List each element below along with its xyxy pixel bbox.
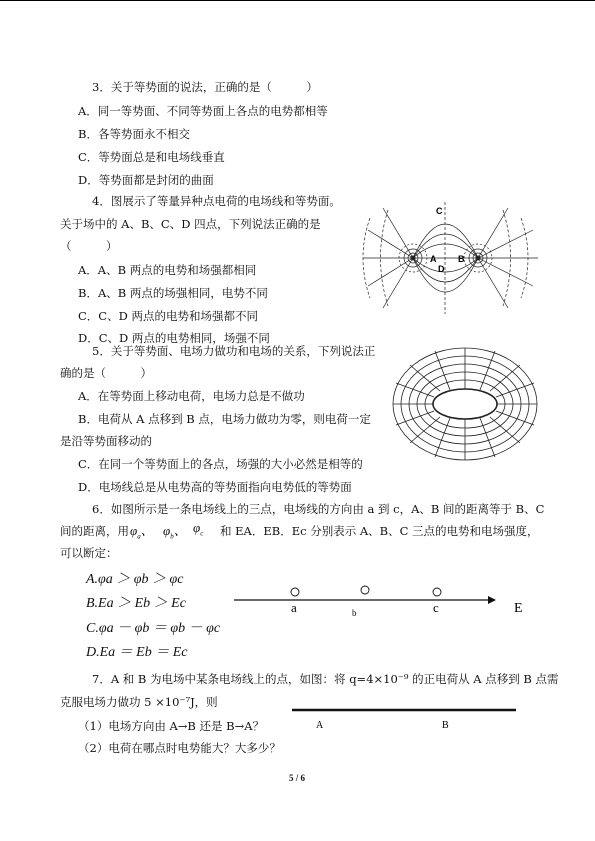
q3-option-b: B．各等势面永不相交	[78, 127, 190, 141]
q5-option-b-line2: 是沿等势面移动的	[60, 434, 152, 448]
point-c-circle	[433, 588, 441, 596]
fig-label-a: A	[430, 254, 437, 264]
q3-option-a: A．同一等势面、不同等势面上各点的电势都相等	[78, 104, 328, 118]
phi-a-char: φ	[130, 523, 138, 538]
q4-option-b: B．A、B 两点的场强相同，电势不同	[78, 286, 268, 300]
fig-label-b: B	[458, 254, 465, 264]
page-number: 5 / 6	[289, 773, 306, 783]
label-c: c	[433, 600, 439, 615]
q4-stem-line1: 4．图展示了等量异种点电荷的电场线和等势面。	[92, 194, 341, 208]
equipotential-grid-figure	[390, 345, 540, 463]
dipole-field-figure	[358, 200, 543, 318]
label-e: E	[514, 601, 523, 616]
fig-label-d: D	[438, 264, 445, 274]
label-point-a: A	[316, 720, 324, 731]
q6-option-c: C.φa － φb ＝ φb － φc	[86, 621, 221, 636]
q4-stem-line3: （ ）	[60, 239, 118, 253]
phi-b-subscript: b	[170, 532, 174, 541]
phi-b-char: φ	[163, 523, 171, 538]
label-a: a	[291, 600, 297, 615]
point-b-circle	[361, 586, 369, 594]
q5-stem-line1: 5．关于等势面、电场力做功和电场的关系，下列说法正	[92, 344, 376, 358]
q5-option-c: C．在同一个等势面上的各点，场强的大小必然是相等的	[78, 457, 363, 471]
q5-stem-line2: 确的是（ ）	[60, 366, 152, 380]
field-line-ab-figure	[290, 704, 520, 732]
q4-option-d: D．C、D 两点的电势相同，场强不同	[78, 331, 270, 345]
q5-option-d: D．电场线总是从电势高的等势面指向电势低的等势面	[78, 480, 352, 494]
phi-c-subscript: c	[200, 529, 204, 538]
label-point-b: B	[442, 720, 449, 731]
q6-stem-line2-end: 和 EA．EB．Ec 分别表示 A、B、C 三点的电势和电场强度，	[220, 524, 539, 538]
q7-stem-line1: 7．A 和 B 为电场中某条电场线上的点，如图：将 q=4×10⁻⁹ 的正电荷从 A 点移到 B 点需	[92, 672, 559, 686]
q4-stem-line2: 关于场中的 A、B、C、D 四点，下列说法正确的是	[60, 217, 321, 231]
q7-stem-line2: 克服电场力做功 5 ×10⁻⁷J，则	[60, 695, 218, 709]
q6-option-a: A.φa ＞ φb ＞ φc	[86, 572, 184, 587]
phi-c-symbol	[193, 520, 203, 538]
q5-option-b-line1: B．电荷从 A 点移到 B 点，电场力做功为零，则电荷一定	[78, 412, 371, 426]
label-b: b	[352, 608, 357, 618]
phi-b-symbol: $\varphi_b$、	[163, 523, 187, 541]
q6-stem-line1: 6．如图所示是一条电场线上的三点，电场线的方向由 a 到 c，A、B 间的距离等于 B、C	[92, 502, 545, 516]
q6-stem-line3: 可以断定：	[60, 546, 118, 560]
q5-option-a: A．在等势面上移动电荷，电场力总是不做功	[78, 389, 305, 403]
q6-option-b: B.Ea ＞ Eb ＞ Ec	[86, 596, 186, 611]
phi-a-subscript: a	[137, 532, 141, 541]
phi-a-symbol: $\varphi_a$、	[130, 523, 154, 541]
q4-option-c: C．C、D 两点的电势和场强都不同	[78, 309, 258, 323]
q6-option-d: D.Ea ＝ Eb ＝ Ec	[86, 645, 188, 660]
fig-label-c: C	[436, 206, 443, 216]
q7-subquestion-2: （2）电荷在哪点时电势能大？大多少？	[78, 741, 281, 755]
q3-option-c: C．等势面总是和电场线垂直	[78, 150, 225, 164]
q4-option-a: A．A、B 两点的电势和场强都相同	[78, 263, 257, 277]
phi-c-char: φ	[193, 520, 201, 535]
q7-subquestion-1: （1）电场方向由 A→B 还是 B→A？	[78, 719, 265, 733]
field-line-abc-figure	[230, 582, 550, 622]
q3-stem: 3．关于等势面的说法，正确的是（ ）	[92, 80, 318, 94]
point-a-circle	[291, 588, 299, 596]
q6-stem-line2-start: 间的距离，用	[60, 524, 129, 538]
header-rule	[0, 0, 595, 1]
q3-option-d: D．等势面都是封闭的曲面	[78, 173, 214, 187]
